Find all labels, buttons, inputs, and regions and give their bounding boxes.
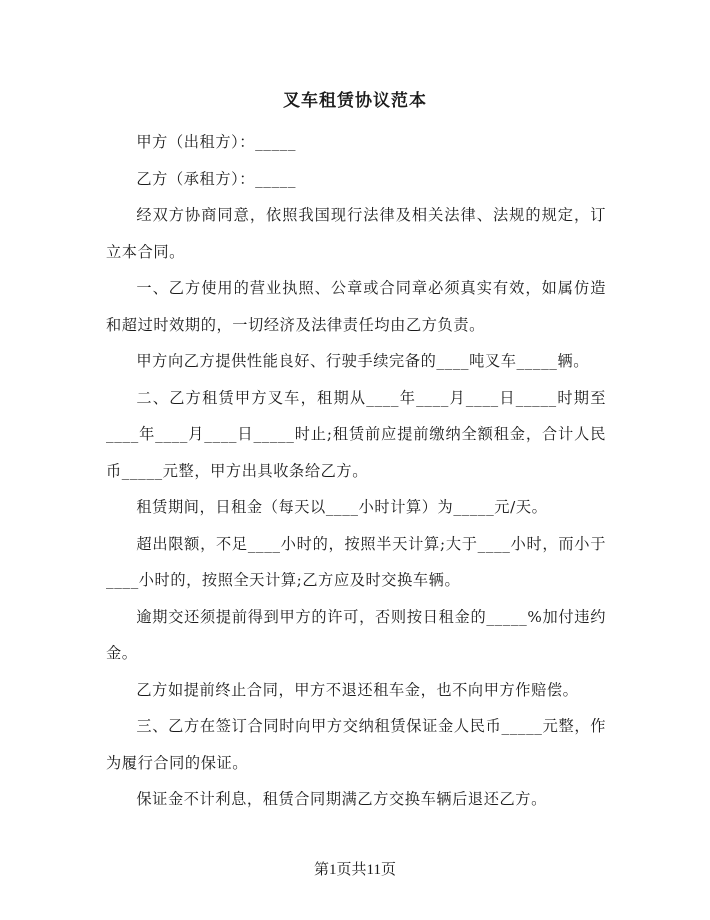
deposit-refund-paragraph: 保证金不计利息，租赁合同期满乙方交换车辆后退还乙方。	[136, 790, 547, 808]
page-number: 第1页共11页	[314, 862, 396, 878]
late-return-paragraph: 逾期交还须提前得到甲方的许可，否则按日租金的_____%加付违约金。	[106, 607, 606, 662]
daily-rent-paragraph: 租赁期间，日租金（每天以____小时计算）为_____元/天。	[136, 498, 548, 516]
clause-1-paragraph: 一、乙方使用的营业执照、公章或合同章必须真实有效，如属仿造和超过时效期的，一切经济及法律责任均由乙方负责。	[106, 279, 606, 334]
early-termination-paragraph: 乙方如提前终止合同，甲方不退还租车金，也不向甲方作赔偿。	[136, 680, 579, 699]
document-body	[106, 124, 606, 818]
document-title: 叉车租赁协议范本	[283, 91, 427, 111]
overtime-paragraph: 超出限额，不足____小时的，按照半天计算;大于____小时，而小于____小时的，按照全天计算;乙方应及时交换车辆。	[106, 534, 606, 589]
clause-2-paragraph: 二、乙方租赁甲方叉车，租期从____年____月____日_____时期至____年____月____日_____时止;租赁前应提前缴纳全额租金，合计人民币_____元整，甲方出具收条给乙方。	[106, 388, 606, 480]
party-b-line: 乙方（承租方）：_____	[136, 169, 297, 188]
party-a-line: 甲方（出租方）：_____	[136, 133, 297, 151]
clause-3-paragraph: 三、乙方在签订合同时向甲方交纳租赁保证金人民币_____元整，作为履行合同的保证。	[106, 717, 606, 772]
preamble-paragraph: 经双方协商同意，依照我国现行法律及相关法律、法规的规定，订立本合同。	[106, 206, 606, 261]
forklift-supply-paragraph: 甲方向乙方提供性能良好、行驶手续完备的____吨叉车_____辆。	[136, 352, 590, 370]
